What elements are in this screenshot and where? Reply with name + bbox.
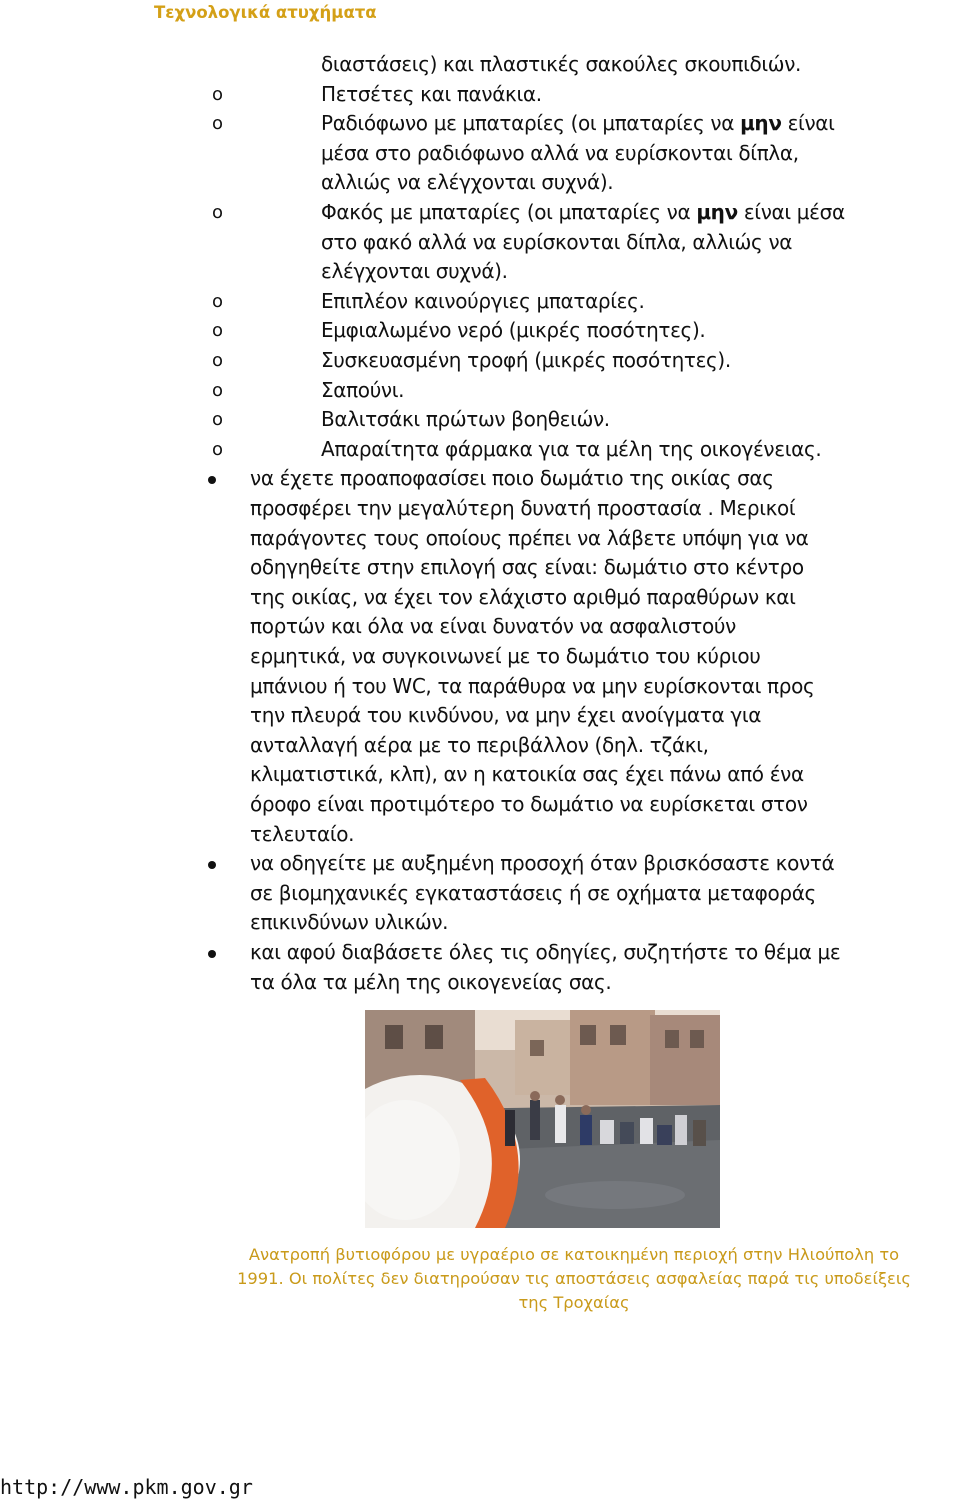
supply-item: [0, 109, 960, 198]
text-line: επικινδύνων υλικών.: [250, 910, 449, 935]
text-line: προσφέρει την μεγαλύτερη δυνατή προστασία . Μερικοί: [250, 495, 796, 520]
supply-item: [0, 198, 960, 287]
text-line: Πετσέτες και πανάκια.: [321, 81, 542, 106]
text-line: [321, 257, 956, 287]
text-fragment: είναι: [781, 111, 835, 136]
circle-bullet-icon: o: [212, 350, 223, 371]
supply-item-text: [321, 109, 956, 198]
text-fragment: στο φακό αλλά να ευρίσκονται δίπλα, αλλιώς να: [321, 229, 793, 254]
bullet-dot-icon: [208, 861, 216, 869]
supply-item-text: [321, 435, 956, 465]
text-line: ανταλλαγή αέρα με το περιβάλλον (δηλ. τζάκι,: [250, 732, 709, 757]
text-line: [321, 198, 956, 228]
text-line: μπάνιου ή του WC, τα παράθυρα να μην ευρίσκονται προς: [250, 673, 815, 698]
text-fragment: αλλιώς να ελέγχονται συχνά).: [321, 170, 614, 195]
instruction-text: [250, 464, 960, 849]
photo-caption: [190, 1243, 958, 1315]
circle-bullet-icon: o: [212, 290, 223, 312]
text-line: παράγοντες τους οποίους πρέπει να λάβετε υπόψη για να: [250, 525, 809, 550]
instruction-item: [0, 464, 960, 849]
supply-item: [0, 346, 960, 376]
text-line: Βαλιτσάκι πρώτων βοηθειών.: [321, 407, 610, 432]
text-line: και αφού διαβάσετε όλες τις οδηγίες, συζητήστε το θέμα με: [250, 940, 841, 964]
text-line: τα όλα τα μέλη της οικογενείας σας.: [250, 969, 612, 994]
instruction-text: [250, 938, 960, 997]
instruction-item: [0, 849, 960, 938]
text-line: οδηγηθείτε στην επιλογή σας είναι: δωμάτιο στο κέντρο: [250, 555, 804, 580]
caption-line: Ανατροπή βυτιοφόρου με υγραέριο σε κατοικημένη περιοχή στην Ηλιούπολη το: [248, 1245, 900, 1264]
text-line: ερμητικά, να συγκοινωνεί με το δωμάτιο του κύριου: [250, 643, 761, 668]
text-line: Απαραίτητα φάρμακα για τα μέλη της οικογένειας.: [321, 436, 822, 461]
supply-item-text: [321, 287, 956, 317]
accident-photo: [365, 1010, 720, 1228]
instruction-text: [250, 849, 960, 938]
text-line: [321, 139, 956, 169]
text-line: [321, 228, 956, 258]
caption-line: 1991. Οι πολίτες δεν διατηρούσαν τις αποστάσεις ασφαλείας παρά τις υποδείξεις: [237, 1269, 911, 1288]
text-line: όροφο είναι προτιμότερο το δωμάτιο να ευρίσκεται στον: [250, 791, 808, 816]
text-fragment: Ραδιόφωνο με μπαταρίες (οι μπαταρίες να: [321, 111, 741, 136]
circle-bullet-icon: o: [212, 409, 223, 431]
text-line: της οικίας, να έχει τον ελάχιστο αριθμό παραθύρων και: [250, 584, 796, 609]
supply-item-text: [321, 405, 956, 435]
circle-bullet-icon: o: [212, 438, 223, 460]
text-line: σε βιομηχανικές εγκαταστάσεις ή σε οχήματα μεταφοράς: [250, 880, 816, 905]
circle-bullet-icon: o: [212, 320, 223, 342]
supply-item: [0, 376, 960, 406]
text-line: Επιπλέον καινούργιες μπαταρίες.: [321, 288, 645, 313]
supply-item: [0, 316, 960, 346]
supply-item-text: [321, 80, 956, 110]
bullet-dot-icon: [208, 950, 216, 958]
circle-bullet-icon: o: [212, 83, 223, 105]
supply-item: [0, 287, 960, 317]
emphasis-text: μην: [696, 200, 738, 224]
text-line: [321, 168, 956, 198]
text-line: να έχετε προαποφασίσει ποιο δωμάτιο της οικίας σας: [250, 466, 774, 491]
text-fragment: Φακός με μπαταρίες (οι μπαταρίες να: [321, 200, 697, 224]
text-line: την πλευρά του κινδύνου, να μην έχει ανοίγματα για: [250, 703, 762, 728]
supply-item-text: [321, 346, 956, 376]
overturned-tanker-photo: [365, 1010, 720, 1228]
text-line: [321, 109, 956, 139]
supply-item: [0, 435, 960, 465]
circle-bullet-icon: o: [212, 379, 223, 401]
circle-bullet-icon: o: [212, 113, 223, 135]
text-line: κλιματιστικά, κλπ), αν η κατοικία σας έχει πάνω από ένα: [250, 762, 804, 787]
text-line: Σαπούνι.: [321, 377, 405, 402]
supply-item: [0, 405, 960, 435]
supply-item-text: [321, 376, 956, 406]
circle-bullet-icon: o: [212, 202, 223, 223]
text-fragment: ελέγχονται συχνά).: [321, 259, 508, 284]
instruction-item: [0, 938, 960, 997]
supply-item: [0, 80, 960, 110]
page-header-title: Τεχνολογικά ατυχήματα: [154, 3, 377, 22]
continuation-line: διαστάσεις) και πλαστικές σακούλες σκουπιδιών.: [321, 52, 802, 76]
text-line: Εμφιαλωμένο νερό (μικρές ποσότητες).: [321, 318, 706, 343]
text-line: τελευταίο.: [250, 821, 355, 846]
text-fragment: είναι μέσα: [737, 200, 845, 224]
footer-url[interactable]: http://www.pkm.gov.gr: [0, 1475, 253, 1499]
supply-item-text: [321, 316, 956, 346]
text-fragment: μέσα στο ραδιόφωνο αλλά να ευρίσκονται δίπλα,: [321, 140, 799, 165]
bullet-dot-icon: [208, 476, 216, 484]
supply-item-text: [321, 198, 956, 287]
emphasis-text: μην: [740, 111, 782, 136]
text-line: πορτών και όλα να είναι δυνατόν να ασφαλιστούν: [250, 614, 736, 639]
text-line: Συσκευασμένη τροφή (μικρές ποσότητες).: [321, 348, 731, 372]
text-line: να οδηγείτε με αυξημένη προσοχή όταν βρισκόσαστε κοντά: [250, 851, 835, 876]
caption-line: της Τροχαίας: [518, 1293, 630, 1312]
